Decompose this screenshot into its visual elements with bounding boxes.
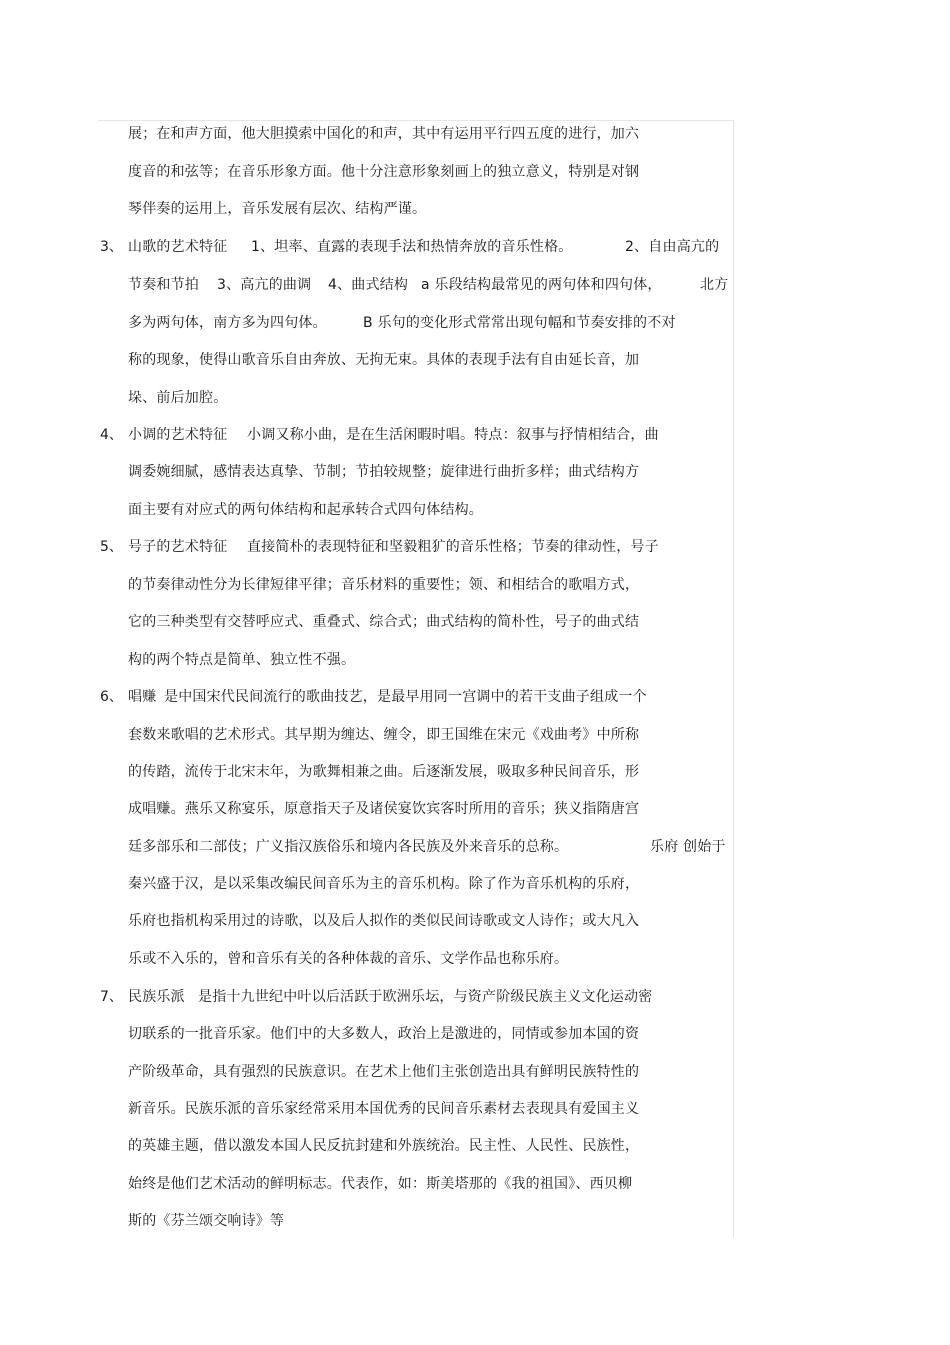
text-line: 始终是他们艺术活动的鲜明标志。代表作，如：斯美塔那的《我的祖国》、西贝柳 [128,1176,633,1192]
text-line: 廷多部乐和二部伎；广义指汉族俗乐和境内各民族及外来音乐的总称。 [128,839,569,855]
term-yuefu: 乐府 [650,839,679,855]
text-line: 创始于 [683,839,726,855]
text-line: 调委婉细腻，感情表达真挚、节制；节拍较规整；旋律进行曲折多样；曲式结构方 [128,464,640,480]
text-line: 成唱赚。燕乐又称宴乐，原意指天子及诸侯宴饮宾客时所用的音乐；狭义指隋唐宫 [128,801,640,817]
text-line: 琴伴奏的运用上，音乐发展有层次、结构严谨。 [128,201,427,217]
item-heading-national-school: 民族乐派 [128,989,185,1005]
text-line: 它的三种类型有交替呼应式、重叠式、综合式；曲式结构的简朴性，号子的曲式结 [128,614,640,630]
text-line: 套数来歌唱的艺术形式。其早期为缠达、缠令，即王国维在宋元《戏曲考》中所称 [128,727,640,743]
text-line: 1、坦率、直露的表现手法和热情奔放的音乐性格。 [251,239,573,255]
text-line: 多为两句体，南方多为四句体。 [128,315,327,331]
text-line: 展；在和声方面，他大胆摸索中国化的和声，其中有运用平行四五度的进行，加六 [128,126,640,142]
text-line: 乐或不入乐的，曾和音乐有关的各种体裁的音乐、文学作品也称乐府。 [128,951,569,967]
text-line: 节奏和节拍 [128,277,199,293]
text-line: 切联系的一批音乐家。他们中的大多数人，政治上是激进的，同情或参加本国的资 [128,1026,640,1042]
item-number-7: 7、 [100,989,123,1005]
item-heading-minor-tune: 小调的艺术特征 [128,427,228,443]
text-line: 构的两个特点是简单、独立性不强。 [128,652,356,668]
text-line: 乐府也指机构采用过的诗歌，以及后人拟作的类似民间诗歌或文人诗作；或大凡入 [128,913,640,929]
text-line: B 乐句的变化形式常常出现句幅和节奏安排的不对 [363,315,676,331]
text-line: 2、自由高亢的 [625,239,720,255]
text-line: 北方 [700,277,729,293]
text-line: 是中国宋代民间流行的歌曲技艺，是最早用同一宫调中的若干支曲子组成一个 [164,689,647,705]
text-line: 面主要有对应式的两句体结构和起承转合式四句体结构。 [128,502,483,518]
item-number-4: 4、 [100,427,123,443]
text-line: 秦兴盛于汉，是以采集改编民间音乐为主的音乐机构。除了作为音乐机构的乐府， [128,876,640,892]
text-line: 称的现象，使得山歌音乐自由奔放、无拘无束。具体的表现手法有自由延长音，加 [128,352,640,368]
text-line: 的节奏律动性分为长律短律平律；音乐材料的重要性；领、和相结合的歌唱方式， [128,577,640,593]
text-line: a 乐段结构最常见的两句体和四句体， [421,277,662,293]
text-line: 4、曲式结构 [328,277,409,293]
item-number-6: 6、 [100,689,123,705]
text-line: 的传踏，流传于北宋末年，为歌舞相兼之曲。后逐渐发展，吸取多种民间音乐，形 [128,764,640,780]
text-line: 3、高亢的曲调 [217,277,312,293]
item-number-5: 5、 [100,539,123,555]
text-line: 的英雄主题，借以激发本国人民反抗封建和外族统治。民主性、人民性、民族性， [128,1138,640,1154]
text-line: 度音的和弦等；在音乐形象方面。他十分注意形象刻画上的独立意义，特别是对钢 [128,164,640,180]
text-line: 直接简朴的表现特征和坚毅粗犷的音乐性格；节奏的律动性，号子 [247,539,659,555]
text-line: 是指十九世纪中叶以后活跃于欧洲乐坛，与资产阶级民族主义文化运动密 [198,989,653,1005]
text-line: 小调又称小曲，是在生活闲暇时唱。特点：叙事与抒情相结合，曲 [247,427,659,443]
item-number-3: 3、 [100,239,123,255]
text-line: 产阶级革命，具有强烈的民族意识。在艺术上他们主张创造出具有鲜明民族特性的 [128,1064,640,1080]
text-line: 新音乐。民族乐派的音乐家经常采用本国优秀的民间音乐素材去表现具有爱国主义 [128,1101,640,1117]
text-line: 斯的《芬兰颂交响诗》等 [128,1213,285,1229]
text-line: 垛、前后加腔。 [128,390,228,406]
item-heading-changzhuan: 唱赚 [128,689,157,705]
item-heading-mountain-song: 山歌的艺术特征 [128,239,228,255]
item-heading-work-song: 号子的艺术特征 [128,539,228,555]
